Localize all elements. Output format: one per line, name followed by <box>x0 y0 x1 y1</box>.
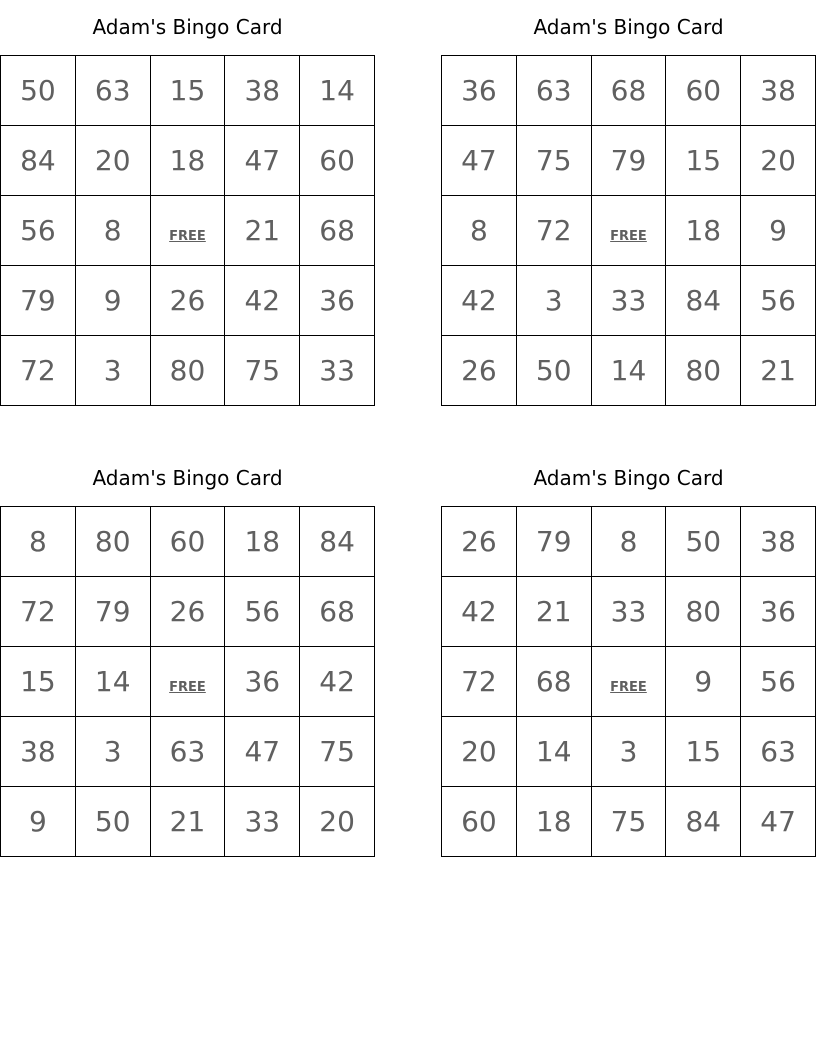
bingo-cell: 20 <box>300 787 375 857</box>
grid-row <box>1 196 375 266</box>
bingo-cell: 8 <box>1 507 76 577</box>
bingo-grid <box>0 506 375 857</box>
grid-row <box>442 266 816 336</box>
grid-row <box>1 787 375 857</box>
bingo-cell: 9 <box>741 196 816 266</box>
bingo-cell: 33 <box>591 577 666 647</box>
card-title: Adam's Bingo Card <box>92 466 283 490</box>
grid-row <box>1 717 375 787</box>
bingo-cell: 33 <box>591 266 666 336</box>
bingo-grid <box>441 55 816 406</box>
grid-row <box>1 56 375 126</box>
free-space-label: FREE <box>169 680 206 695</box>
bingo-cell: 18 <box>225 507 300 577</box>
bingo-cell: 72 <box>1 336 76 406</box>
bingo-cell: 3 <box>516 266 591 336</box>
bingo-cell: 56 <box>225 577 300 647</box>
bingo-cell: 18 <box>666 196 741 266</box>
bingo-cell: 79 <box>75 577 150 647</box>
bingo-cell: 84 <box>1 126 76 196</box>
bingo-cell: 15 <box>1 647 76 717</box>
bingo-cell: 18 <box>150 126 225 196</box>
bingo-cell: 79 <box>591 126 666 196</box>
grid-row <box>1 507 375 577</box>
bingo-cell: 20 <box>75 126 150 196</box>
bingo-cell: 36 <box>442 56 517 126</box>
free-space-cell <box>591 196 666 266</box>
bingo-cell: 38 <box>741 56 816 126</box>
bingo-cell: 36 <box>300 266 375 336</box>
bingo-cell: 75 <box>225 336 300 406</box>
bingo-cell: 47 <box>442 126 517 196</box>
bingo-cell: 26 <box>150 266 225 336</box>
free-space-cell <box>591 647 666 717</box>
bingo-card-4 <box>441 451 816 857</box>
bingo-cell: 80 <box>666 577 741 647</box>
bingo-cell: 15 <box>150 56 225 126</box>
bingo-cell: 56 <box>1 196 76 266</box>
bingo-cell: 60 <box>300 126 375 196</box>
bingo-cell: 14 <box>516 717 591 787</box>
bingo-cell: 8 <box>442 196 517 266</box>
bingo-cell: 26 <box>150 577 225 647</box>
bingo-cell: 14 <box>75 647 150 717</box>
bingo-cell: 75 <box>516 126 591 196</box>
bingo-cell: 63 <box>516 56 591 126</box>
bingo-cell: 42 <box>300 647 375 717</box>
grid-row <box>442 56 816 126</box>
bingo-cell: 42 <box>442 266 517 336</box>
bingo-cell: 21 <box>150 787 225 857</box>
grid-row <box>442 787 816 857</box>
bingo-cell: 20 <box>741 126 816 196</box>
bingo-cell: 72 <box>1 577 76 647</box>
bingo-cell: 60 <box>666 56 741 126</box>
bingo-cell: 80 <box>150 336 225 406</box>
bingo-cell: 63 <box>741 717 816 787</box>
free-space-cell <box>150 196 225 266</box>
bingo-cell: 33 <box>225 787 300 857</box>
bingo-card-2 <box>441 0 816 406</box>
bingo-cell: 60 <box>442 787 517 857</box>
grid-row <box>1 126 375 196</box>
grid-row <box>442 577 816 647</box>
bingo-grid <box>441 506 816 857</box>
grid-row <box>1 336 375 406</box>
bingo-cell: 15 <box>666 717 741 787</box>
bingo-card-3 <box>0 451 375 857</box>
card-title: Adam's Bingo Card <box>533 466 724 490</box>
grid-row <box>442 126 816 196</box>
bingo-cell: 47 <box>741 787 816 857</box>
bingo-cell: 79 <box>1 266 76 336</box>
bingo-cell: 8 <box>591 507 666 577</box>
bingo-cell: 50 <box>75 787 150 857</box>
grid-row <box>442 336 816 406</box>
bingo-cell: 9 <box>75 266 150 336</box>
bingo-cell: 47 <box>225 126 300 196</box>
grid-row <box>442 507 816 577</box>
grid-row <box>1 577 375 647</box>
bingo-cell: 18 <box>516 787 591 857</box>
bingo-cell: 75 <box>300 717 375 787</box>
bingo-cell: 84 <box>666 266 741 336</box>
bingo-cell: 8 <box>75 196 150 266</box>
bingo-cell: 68 <box>300 196 375 266</box>
bingo-cell: 14 <box>300 56 375 126</box>
free-space-cell <box>150 647 225 717</box>
bingo-cell: 56 <box>741 647 816 717</box>
bingo-cell: 9 <box>1 787 76 857</box>
bingo-cell: 3 <box>591 717 666 787</box>
bingo-card-1 <box>0 0 375 406</box>
bingo-cell: 75 <box>591 787 666 857</box>
bingo-cell: 3 <box>75 717 150 787</box>
grid-row <box>1 266 375 336</box>
bingo-cell: 42 <box>442 577 517 647</box>
bingo-cell: 50 <box>516 336 591 406</box>
grid-row <box>442 717 816 787</box>
bingo-cell: 36 <box>225 647 300 717</box>
bingo-cell: 38 <box>741 507 816 577</box>
bingo-cell: 36 <box>741 577 816 647</box>
bingo-cell: 42 <box>225 266 300 336</box>
bingo-cell: 50 <box>666 507 741 577</box>
bingo-cell: 79 <box>516 507 591 577</box>
bingo-cell: 60 <box>150 507 225 577</box>
bingo-cell: 21 <box>225 196 300 266</box>
bingo-cell: 38 <box>1 717 76 787</box>
free-space-label: FREE <box>169 229 206 244</box>
bingo-cell: 56 <box>741 266 816 336</box>
free-space-label: FREE <box>610 680 647 695</box>
bingo-cell: 9 <box>666 647 741 717</box>
bingo-cell: 26 <box>442 336 517 406</box>
card-title: Adam's Bingo Card <box>92 15 283 39</box>
bingo-cell: 80 <box>75 507 150 577</box>
bingo-cell: 63 <box>75 56 150 126</box>
bingo-cell: 26 <box>442 507 517 577</box>
bingo-cell: 63 <box>150 717 225 787</box>
bingo-cell: 68 <box>300 577 375 647</box>
bingo-cell: 15 <box>666 126 741 196</box>
bingo-cell: 68 <box>591 56 666 126</box>
grid-row <box>442 647 816 717</box>
bingo-cell: 21 <box>516 577 591 647</box>
bingo-cell: 38 <box>225 56 300 126</box>
bingo-cell: 84 <box>666 787 741 857</box>
free-space-label: FREE <box>610 229 647 244</box>
card-title: Adam's Bingo Card <box>533 15 724 39</box>
grid-row <box>442 196 816 266</box>
bingo-cell: 47 <box>225 717 300 787</box>
bingo-cell: 20 <box>442 717 517 787</box>
bingo-cell: 72 <box>442 647 517 717</box>
grid-row <box>1 647 375 717</box>
bingo-cell: 50 <box>1 56 76 126</box>
bingo-cell: 21 <box>741 336 816 406</box>
bingo-cell: 72 <box>516 196 591 266</box>
bingo-cell: 80 <box>666 336 741 406</box>
bingo-cell: 84 <box>300 507 375 577</box>
bingo-cell: 3 <box>75 336 150 406</box>
bingo-cell: 33 <box>300 336 375 406</box>
bingo-cell: 14 <box>591 336 666 406</box>
bingo-cell: 68 <box>516 647 591 717</box>
bingo-grid <box>0 55 375 406</box>
